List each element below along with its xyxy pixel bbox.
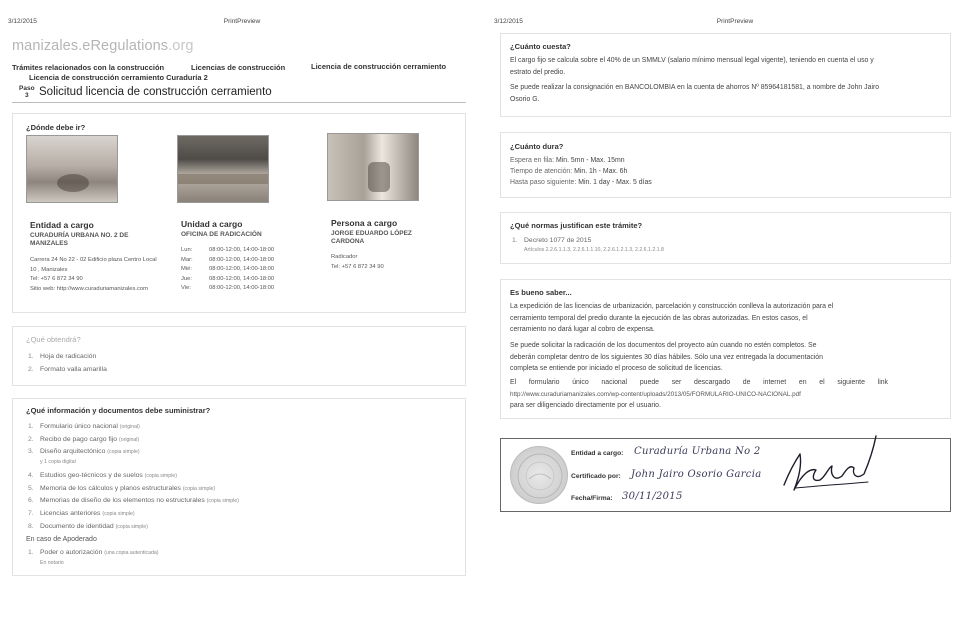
list-item: [28, 495, 239, 508]
item-number: 1.: [28, 549, 34, 556]
duration-label: Espera en fila:: [510, 157, 555, 164]
item-sub-note: En notario: [40, 560, 64, 566]
duration-value: Min. 1h - Max. 6h: [574, 168, 628, 175]
entity-name: [30, 232, 128, 248]
entity-photo: [26, 135, 118, 203]
duration-heading: ¿Cuánto dura?: [510, 142, 564, 151]
unit-photo: [177, 135, 269, 203]
paragraph-line: cerramiento no dará lugar al cobro de expensa.: [510, 326, 655, 333]
date-signature-label: Fecha/Firma:: [571, 495, 613, 502]
schedule-hours: 08:00-12:00, 14:00-18:00: [209, 256, 275, 263]
paragraph-line: completa se entiende por iniciado el proceso de solicitud de licencias.: [510, 365, 723, 372]
print-title: PrintPreview: [716, 18, 754, 25]
good-to-know-heading: Es bueno saber...: [510, 288, 572, 297]
item-sub-note: Artículos 2.2.6.1.1.3, 2.2.6.1.1.10, 2.2.6.1.2.1.3, 2.2.6.1.2.1.8: [524, 247, 664, 253]
schedule-hours: 08:00-12:00, 14:00-18:00: [209, 266, 275, 272]
person-heading: Persona a cargo: [331, 218, 398, 228]
cost-line: Osorio G.: [510, 95, 540, 103]
good-to-know-paragraph-3: [510, 377, 888, 412]
duration-label: Tiempo de atención:: [510, 168, 573, 175]
item-number: 1.: [512, 237, 518, 244]
item-text: Documento de identidad: [40, 522, 114, 530]
duration-row: [510, 177, 652, 188]
item-text: Formulario único nacional: [40, 423, 118, 430]
schedule-day: Lun:: [181, 247, 193, 253]
item-text[interactable]: Decreto 1077 de 2015: [524, 237, 592, 244]
item-note: (una copia autenticada): [104, 550, 159, 556]
item-text: Recibo de pago cargo fijo: [40, 435, 118, 443]
list-item: [28, 521, 239, 534]
schedule-day: Jue:: [181, 275, 192, 282]
norms-list: [512, 236, 664, 255]
list-item: [28, 350, 107, 363]
certification-seal: [510, 446, 568, 504]
schedule-day: Vie:: [181, 285, 191, 291]
item-number: 2.: [28, 366, 34, 373]
duration-list: [510, 155, 652, 188]
person-details: [331, 253, 384, 272]
paragraph-line: cerramiento temporal del predio durante la ejecución de las obras autorizadas. En estos casos, el: [510, 314, 808, 322]
proxy-heading: En caso de Apoderado: [26, 536, 97, 543]
item-text: Poder o autorización: [40, 549, 103, 556]
list-item: [28, 508, 239, 521]
cost-heading: ¿Cuánto cuesta?: [510, 42, 571, 51]
item-text: Formato valla amarilla: [40, 366, 107, 373]
item-text: Diseño arquitectónico: [40, 448, 106, 456]
item-note: (copia simple): [206, 498, 239, 505]
person-photo: [327, 133, 419, 201]
item-number: 8.: [28, 522, 34, 530]
item-number: 1.: [28, 353, 34, 360]
breadcrumb-item-1[interactable]: Trámites relacionados con la construcción: [12, 63, 165, 72]
norms-heading: ¿Qué normas justifican este trámite?: [510, 221, 643, 230]
step-indicator: [19, 85, 35, 99]
list-item: [28, 363, 107, 376]
paragraph-line: La expedición de las licencias de urbanización, parcelación y construcción conlleva la autorización para el: [510, 303, 834, 310]
schedule-row: [181, 265, 274, 275]
good-to-know-paragraph-1: [510, 301, 888, 336]
item-note: (original): [118, 436, 140, 443]
obtain-heading: ¿Qué obtendrá?: [26, 335, 81, 344]
schedule-hours: 08:00-12:00, 14:00-18:00: [209, 247, 275, 253]
page-title: Solicitud licencia de construcción cerramiento: [39, 86, 272, 98]
good-to-know-paragraph-2: [510, 340, 888, 375]
step-label: Paso: [19, 85, 35, 92]
duration-value: Min. 1 day - Max. 5 días: [578, 179, 652, 186]
unit-heading: Unidad a cargo: [181, 219, 243, 229]
schedule-hours: 08:00-12:00, 14:00-18:00: [209, 285, 275, 291]
person-name-line1: JORGE EDUARDO LÓPEZ: [331, 230, 412, 237]
item-text: Estudios geo-técnicos y de suelos: [40, 472, 143, 480]
unit-name: OFICINA DE RADICACIÓN: [181, 231, 262, 238]
item-note: (original): [119, 424, 140, 430]
schedule-day: Mié:: [181, 266, 192, 272]
item-number: 4.: [28, 472, 34, 480]
entity-name-line2: MANIZALES: [30, 240, 68, 247]
schedule-row: [181, 246, 274, 256]
paragraph-line: para ser diligenciado directamente por el usuario.: [510, 402, 661, 409]
schedule-row: [181, 275, 274, 285]
duration-row: [510, 166, 652, 177]
person-phone: Tel: +57 6 872 34 90: [331, 263, 384, 270]
obtain-list: [28, 350, 107, 376]
breadcrumb-item-4[interactable]: Licencia de construcción cerramiento Curaduría 2: [29, 73, 208, 82]
person-name-line2: CARDONA: [331, 238, 365, 245]
breadcrumb-item-2[interactable]: Licencias de construcción: [191, 63, 286, 72]
entity-stamp-value: Curaduría Urbana No 2: [634, 446, 761, 457]
paragraph-line: El formulario único nacional puede ser descargado de internet en el siguiente link: [510, 379, 888, 386]
entity-address-line2: 10 , Manizales: [30, 266, 68, 273]
form-download-link[interactable]: http://www.curaduriamanizales.com/wp-content/uploads/2013/05/FORMULARIO-UNICO-NACIONAL.pdf: [510, 390, 801, 398]
item-text: Memorias de diseño de los elementos no estructurales: [40, 497, 205, 505]
entity-phone: Tel: +57 6 872 34 90: [30, 276, 83, 282]
cost-line: El cargo fijo se calcula sobre el 40% de un SMMLV (salario mínimo mensual legal vigente), teniendo en cuenta el uso y: [510, 57, 874, 64]
duration-label: Hasta paso siguiente:: [510, 179, 577, 186]
print-date: 3/12/2015: [8, 18, 37, 25]
list-item: [28, 447, 239, 467]
entity-address-line1: Carrera 24 No 22 - 02 Edificio plaza Centro Local: [30, 257, 157, 263]
item-note: (copia simple): [102, 510, 135, 517]
print-title: PrintPreview: [223, 18, 261, 25]
schedule-row: [181, 256, 274, 266]
entity-heading: Entidad a cargo: [30, 220, 94, 230]
list-item: [28, 548, 158, 568]
item-number: 3.: [28, 448, 34, 456]
logo-main: manizales.eRegulations: [12, 38, 169, 54]
item-sub-note: y 1 copia digital: [40, 459, 76, 466]
cost-line: estrato del predio.: [510, 68, 566, 76]
logo-suffix: .org: [168, 38, 194, 54]
duration-value: Min. 5mn - Max. 15mn: [555, 157, 625, 164]
item-number: 2.: [28, 435, 34, 443]
schedule-row: [181, 284, 274, 294]
schedule-day: Mar:: [181, 256, 193, 263]
date-signature-value: 30/11/2015: [622, 491, 683, 502]
print-date: 3/12/2015: [494, 18, 523, 25]
schedule-hours: 08:00-12:00, 14:00-18:00: [209, 275, 275, 282]
item-number: 1.: [28, 423, 34, 430]
item-text: Hoja de radicación: [40, 353, 97, 360]
list-item: [28, 470, 239, 483]
seal-graphic: [511, 447, 569, 505]
list-item: [512, 236, 664, 255]
item-number: 6.: [28, 497, 34, 505]
list-item: [28, 421, 239, 434]
cost-line: Se puede realizar la consignación en BANCOLOMBIA en la cuenta de ahorros Nº 85964181581, a nombre de John Jairo: [510, 84, 880, 91]
documents-heading: ¿Qué información y documentos debe suministrar?: [26, 406, 211, 415]
person-name: [331, 230, 412, 246]
certified-by-value: John Jairo Osorio Garcia: [631, 469, 762, 480]
handwritten-signature: [776, 430, 886, 506]
step-number: 3: [24, 92, 29, 99]
cost-paragraph-2: [510, 82, 946, 105]
item-text: Memoria de los cálculos y planos estructurales: [40, 484, 181, 492]
entity-details: [30, 256, 157, 294]
paragraph-line: Se puede solicitar la radicación de los documentos del proyecto aún cuando no estén completos. Se: [510, 342, 817, 349]
item-number: 7.: [28, 509, 34, 517]
site-logo[interactable]: [12, 38, 194, 54]
list-item: [28, 483, 239, 496]
item-note: (copia simple): [182, 485, 216, 492]
documents-list: [28, 421, 239, 533]
where-heading: ¿Dónde debe ir?: [26, 123, 86, 132]
item-note: (copia simple): [115, 523, 148, 530]
cost-paragraph-1: [510, 55, 946, 78]
item-note: (copia simple): [144, 473, 177, 480]
duration-row: [510, 155, 652, 166]
item-number: 5.: [28, 484, 34, 492]
unit-schedule: [181, 246, 274, 294]
list-item: [28, 434, 239, 447]
breadcrumb-item-3[interactable]: Licencia de construcción cerramiento: [311, 62, 447, 71]
person-role: Radicador: [331, 254, 358, 260]
paragraph-line: deberán completar dentro de los siguientes 30 días hábiles. Sólo una vez entregada la documentación: [510, 353, 823, 361]
entity-website[interactable]: Sitio web: http://www.curaduriamanizales.com: [30, 285, 148, 292]
title-divider: [12, 102, 466, 103]
item-text: Licencias anteriores: [40, 509, 101, 517]
proxy-list: [28, 548, 158, 568]
entity-name-line1: CURADURÍA URBANA NO. 2 DE: [30, 232, 129, 239]
item-note: (copia simple): [107, 449, 140, 456]
left-print-page: [0, 0, 484, 618]
certified-by-label: Certificado por:: [571, 473, 621, 480]
entity-stamp-label: Entidad a cargo:: [571, 450, 624, 457]
